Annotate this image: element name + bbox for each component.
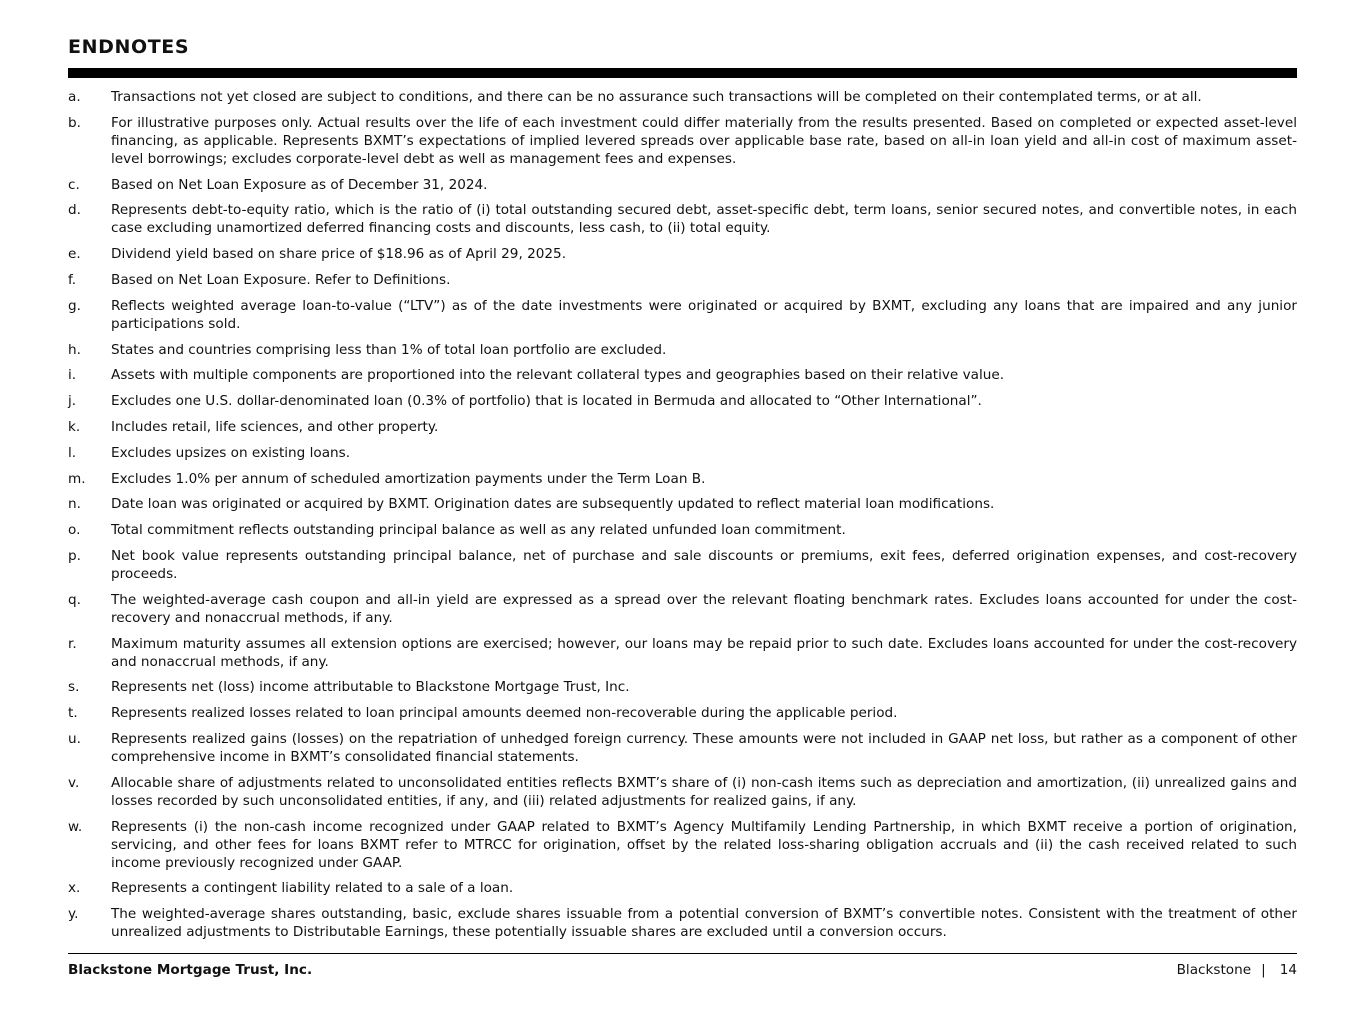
- endnote-text: Represents (i) the non-cash income recognized under GAAP related to BXMT’s Agency Multifamily Lending Partnership, in which BXMT receive a portion of origination, servicing, and other fees for loans BXMT refer to MTRCC for origination, offset by the related loss-sharing obligation accruals and (ii) the cash received related to such income previously recognized under GAAP.: [111, 818, 1297, 871]
- endnote-text: Represents net (loss) income attributable to Blackstone Mortgage Trust, Inc.: [111, 679, 630, 696]
- endnote-letter: q.: [68, 591, 81, 608]
- endnote-letter: e.: [68, 246, 81, 263]
- endnote-letter: i.: [68, 367, 77, 384]
- endnote-text: Maximum maturity assumes all extension options are exercised; however, our loans may be repaid prior to such date. Excludes loans accounted for under the cost-recovery and nonaccrual methods, if any.: [111, 635, 1297, 670]
- endnote-letter: g.: [68, 297, 81, 314]
- endnote-text: The weighted-average cash coupon and all-in yield are expressed as a spread over the relevant floating benchmark rates. Excludes loans accounted for under the cost-recovery and nonaccrual methods, if any.: [111, 591, 1297, 626]
- endnote-item: [68, 245, 1297, 263]
- endnote-item: [68, 774, 1297, 810]
- endnote-text: Date loan was originated or acquired by BXMT. Origination dates are subsequently updated to reflect material loan modifications.: [111, 496, 995, 513]
- endnote-text: Excludes upsizes on existing loans.: [111, 444, 351, 461]
- endnote-letter: s.: [68, 679, 80, 696]
- endnote-item: [68, 366, 1297, 384]
- endnote-item: [68, 201, 1297, 237]
- endnote-text: Based on Net Loan Exposure as of December 31, 2024.: [111, 176, 488, 193]
- page-title: ENDNOTES: [68, 36, 190, 58]
- endnotes-list: [68, 88, 1297, 949]
- endnote-item: [68, 818, 1297, 872]
- endnote-letter: o.: [68, 522, 81, 539]
- endnote-text: Represents realized losses related to loan principal amounts deemed non-recoverable during the applicable period.: [111, 705, 898, 722]
- endnote-letter: w.: [68, 818, 83, 835]
- endnote-text: States and countries comprising less than 1% of total loan portfolio are excluded.: [111, 341, 667, 358]
- endnote-item: [68, 730, 1297, 766]
- endnote-text: The weighted-average shares outstanding, basic, exclude shares issuable from a potential conversion of BXMT’s convertible notes. Consistent with the treatment of other unrealized adjustments to Distributable Earnings, these potentially issuable shares are excluded until a conversion occurs.: [111, 906, 1297, 941]
- endnote-item: [68, 704, 1297, 722]
- endnote-letter: j.: [68, 393, 77, 410]
- endnote-item: [68, 905, 1297, 941]
- endnote-text: Assets with multiple components are proportioned into the relevant collateral types and geographies based on their relative value.: [111, 367, 1005, 384]
- endnote-item: [68, 297, 1297, 333]
- endnote-item: [68, 521, 1297, 539]
- endnote-item: [68, 678, 1297, 696]
- endnote-letter: n.: [68, 496, 81, 513]
- endnote-text: Excludes one U.S. dollar-denominated loan (0.3% of portfolio) that is located in Bermuda and allocated to “Other International”.: [111, 393, 982, 410]
- endnote-item: [68, 547, 1297, 583]
- footer-brand: Blackstone: [1176, 962, 1252, 978]
- endnote-letter: r.: [68, 635, 77, 652]
- page-number: 14: [1279, 962, 1297, 978]
- endnote-letter: c.: [68, 176, 80, 193]
- endnote-letter: u.: [68, 730, 81, 747]
- endnote-text: Excludes 1.0% per annum of scheduled amortization payments under the Term Loan B.: [111, 470, 706, 487]
- endnote-letter: h.: [68, 341, 81, 358]
- endnote-letter: p.: [68, 547, 81, 564]
- endnote-letter: m.: [68, 470, 86, 487]
- endnote-text: Total commitment reflects outstanding principal balance as well as any related unfunded loan commitment.: [111, 522, 846, 539]
- endnote-text: Based on Net Loan Exposure. Refer to Definitions.: [111, 271, 451, 288]
- footer-page-info: [1177, 962, 1297, 978]
- endnote-item: [68, 176, 1297, 194]
- endnote-item: [68, 341, 1297, 359]
- endnote-letter: l.: [68, 444, 77, 461]
- endnote-text: Net book value represents outstanding principal balance, net of purchase and sale discounts or premiums, exit fees, deferred origination expenses, and cost-recovery proceeds.: [111, 547, 1297, 582]
- endnote-letter: a.: [68, 89, 81, 105]
- endnote-letter: t.: [68, 705, 78, 722]
- endnote-text: Dividend yield based on share price of $18.96 as of April 29, 2025.: [111, 246, 567, 263]
- endnote-item: [68, 271, 1297, 289]
- endnote-text: Includes retail, life sciences, and other property.: [111, 418, 439, 435]
- endnote-text: For illustrative purposes only. Actual results over the life of each investment could differ materially from the results presented. Based on completed or expected asset-level financing, as applicable. Represents BXMT’s expectations of implied levered spreads over applicable base rate, based on all-in loan yield and all-in cost of maximum asset-level borrowings; excludes corporate-level debt as well as management fees and expenses.: [111, 114, 1297, 167]
- endnote-item: [68, 114, 1297, 168]
- endnote-item: [68, 444, 1297, 462]
- endnote-item: [68, 495, 1297, 513]
- endnote-item: [68, 470, 1297, 488]
- endnote-letter: k.: [68, 418, 81, 435]
- endnote-text: Allocable share of adjustments related to unconsolidated entities reflects BXMT’s share of (i) non-cash items such as depreciation and amortization, (ii) unrealized gains and losses recorded by such unconsolidated entities, if any, and (iii) related adjustments for realized gains, if any.: [111, 774, 1297, 809]
- endnote-letter: b.: [68, 114, 81, 131]
- endnote-text: Represents a contingent liability related to a sale of a loan.: [111, 880, 514, 897]
- endnote-item: [68, 88, 1297, 106]
- endnote-item: [68, 635, 1297, 671]
- endnote-letter: d.: [68, 202, 81, 219]
- footer-divider: [68, 953, 1297, 954]
- footer-separator: |: [1261, 962, 1266, 978]
- endnote-text: Reflects weighted average loan-to-value (“LTV”) as of the date investments were originated or acquired by BXMT, excluding any loans that are impaired and any junior participations sold.: [111, 297, 1297, 332]
- endnote-text: Represents debt-to-equity ratio, which is the ratio of (i) total outstanding secured debt, asset-specific debt, term loans, senior secured notes, and convertible notes, in each case excluding unamortized deferred financing costs and discounts, less cash, to (ii) total equity.: [111, 202, 1297, 237]
- endnote-item: [68, 591, 1297, 627]
- endnote-letter: y.: [68, 906, 79, 923]
- endnote-item: [68, 418, 1297, 436]
- endnote-text: Represents realized gains (losses) on the repatriation of unhedged foreign currency. These amounts were not included in GAAP net loss, but rather as a component of other comprehensive income in BXMT’s consolidated financial statements.: [111, 730, 1297, 765]
- endnote-item: [68, 879, 1297, 897]
- endnote-letter: x.: [68, 880, 81, 897]
- endnote-item: [68, 392, 1297, 410]
- endnote-text: Transactions not yet closed are subject to conditions, and there can be no assurance such transactions will be completed on their contemplated terms, or at all.: [111, 89, 1202, 105]
- footer-company-name: Blackstone Mortgage Trust, Inc.: [68, 962, 313, 978]
- title-divider: [68, 68, 1297, 78]
- endnote-letter: v.: [68, 774, 80, 791]
- endnote-letter: f.: [68, 271, 77, 288]
